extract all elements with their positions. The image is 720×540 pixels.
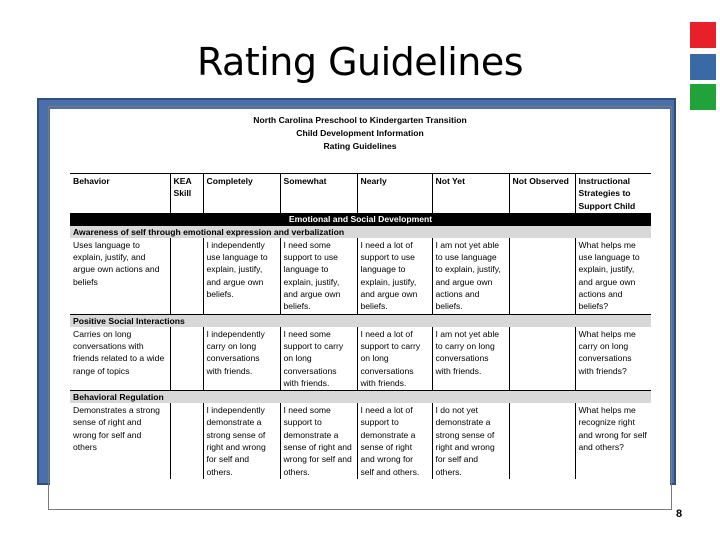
document-image bbox=[50, 109, 670, 491]
section-title: Positive Social Interactions bbox=[70, 314, 651, 327]
nearly-cell: I need a lot of support to use language to explain, justify, and argue own beliefs. bbox=[357, 238, 432, 314]
kea-cell bbox=[170, 327, 203, 391]
behavior-cell: Carries on long conversations with friends related to a wide range of topics bbox=[70, 327, 170, 391]
column-header: Nearly bbox=[357, 174, 432, 213]
kea-cell bbox=[170, 238, 203, 314]
column-header: Completely bbox=[203, 174, 280, 213]
not-observed-cell bbox=[509, 238, 575, 314]
table-row bbox=[70, 238, 651, 314]
slide-title: Rating Guidelines bbox=[196, 40, 524, 84]
not-yet-cell: I do not yet demonstrate a strong sense of right and wrong for self and others. bbox=[432, 403, 509, 479]
completely-cell: I independently demonstrate a strong sense of right and wrong for self and others. bbox=[203, 403, 280, 479]
not-yet-cell: I am not yet able to carry on long conversations with friends. bbox=[432, 327, 509, 391]
strategies-cell: What helps me use language to explain, justify, and argue own actions and beliefs? bbox=[578, 239, 640, 312]
behavior-cell: Uses language to explain, justify, and argue own actions and beliefs bbox=[70, 238, 170, 314]
nearly-cell: I need a lot of support to carry on long conversations with friends. bbox=[357, 327, 432, 391]
somewhat-cell: I need some support to demonstrate a sense of right and wrong for self and others. bbox=[280, 403, 357, 479]
column-header: Somewhat bbox=[280, 174, 357, 213]
completely-cell: I independently use language to explain, justify, and argue own beliefs. bbox=[203, 238, 280, 314]
section-header bbox=[70, 314, 651, 327]
kea-cell bbox=[170, 403, 203, 479]
completely-cell: I independently carry on long conversations with friends. bbox=[203, 327, 280, 391]
table-row bbox=[70, 327, 651, 391]
column-header: Behavior bbox=[70, 174, 170, 213]
strategies-cell: What helps me recognize right and wrong for self and others? bbox=[578, 405, 647, 453]
rating-guidelines-table bbox=[70, 173, 651, 479]
section-header bbox=[70, 391, 651, 404]
not-observed-cell bbox=[509, 327, 575, 391]
header-line: North Carolina Preschool to Kindergarten Transition bbox=[253, 115, 467, 125]
section-title: Behavioral Regulation bbox=[70, 391, 651, 404]
document-header bbox=[50, 109, 670, 153]
column-header: KEA Skill bbox=[170, 174, 203, 213]
column-header-row bbox=[70, 174, 651, 213]
blue-accent-square bbox=[690, 54, 716, 80]
section-title: Awareness of self through emotional expression and verbalization bbox=[70, 225, 651, 238]
strategies-cell: What helps me carry on long conversations with friends? bbox=[578, 328, 636, 376]
header-line: Child Development Information bbox=[296, 128, 424, 138]
column-header: Instructional Strategies to Support Child bbox=[575, 174, 651, 213]
header-line: Rating Guidelines bbox=[323, 141, 397, 151]
column-header: Not Observed bbox=[509, 174, 575, 213]
page-number: 8 bbox=[676, 508, 683, 520]
red-accent-square bbox=[690, 22, 716, 48]
table-row bbox=[70, 403, 651, 479]
not-yet-cell: I am not yet able to use language to explain, justify, and argue own actions and beliefs. bbox=[432, 238, 509, 314]
green-accent-square bbox=[690, 84, 716, 110]
nearly-cell: I need a lot of support to demonstrate a sense of right and wrong for self and others. bbox=[357, 403, 432, 479]
domain-band bbox=[70, 213, 651, 226]
behavior-cell: Demonstrates a strong sense of right and wrong for self and others bbox=[70, 403, 170, 479]
not-observed-cell bbox=[509, 403, 575, 479]
domain-title: Emotional and Social Development bbox=[70, 213, 651, 226]
section-header bbox=[70, 225, 651, 238]
somewhat-cell: I need some support to carry on long conversations with friends. bbox=[280, 327, 357, 391]
column-header: Not Yet bbox=[432, 174, 509, 213]
somewhat-cell: I need some support to use language to explain, justify, and argue own beliefs. bbox=[280, 238, 357, 314]
